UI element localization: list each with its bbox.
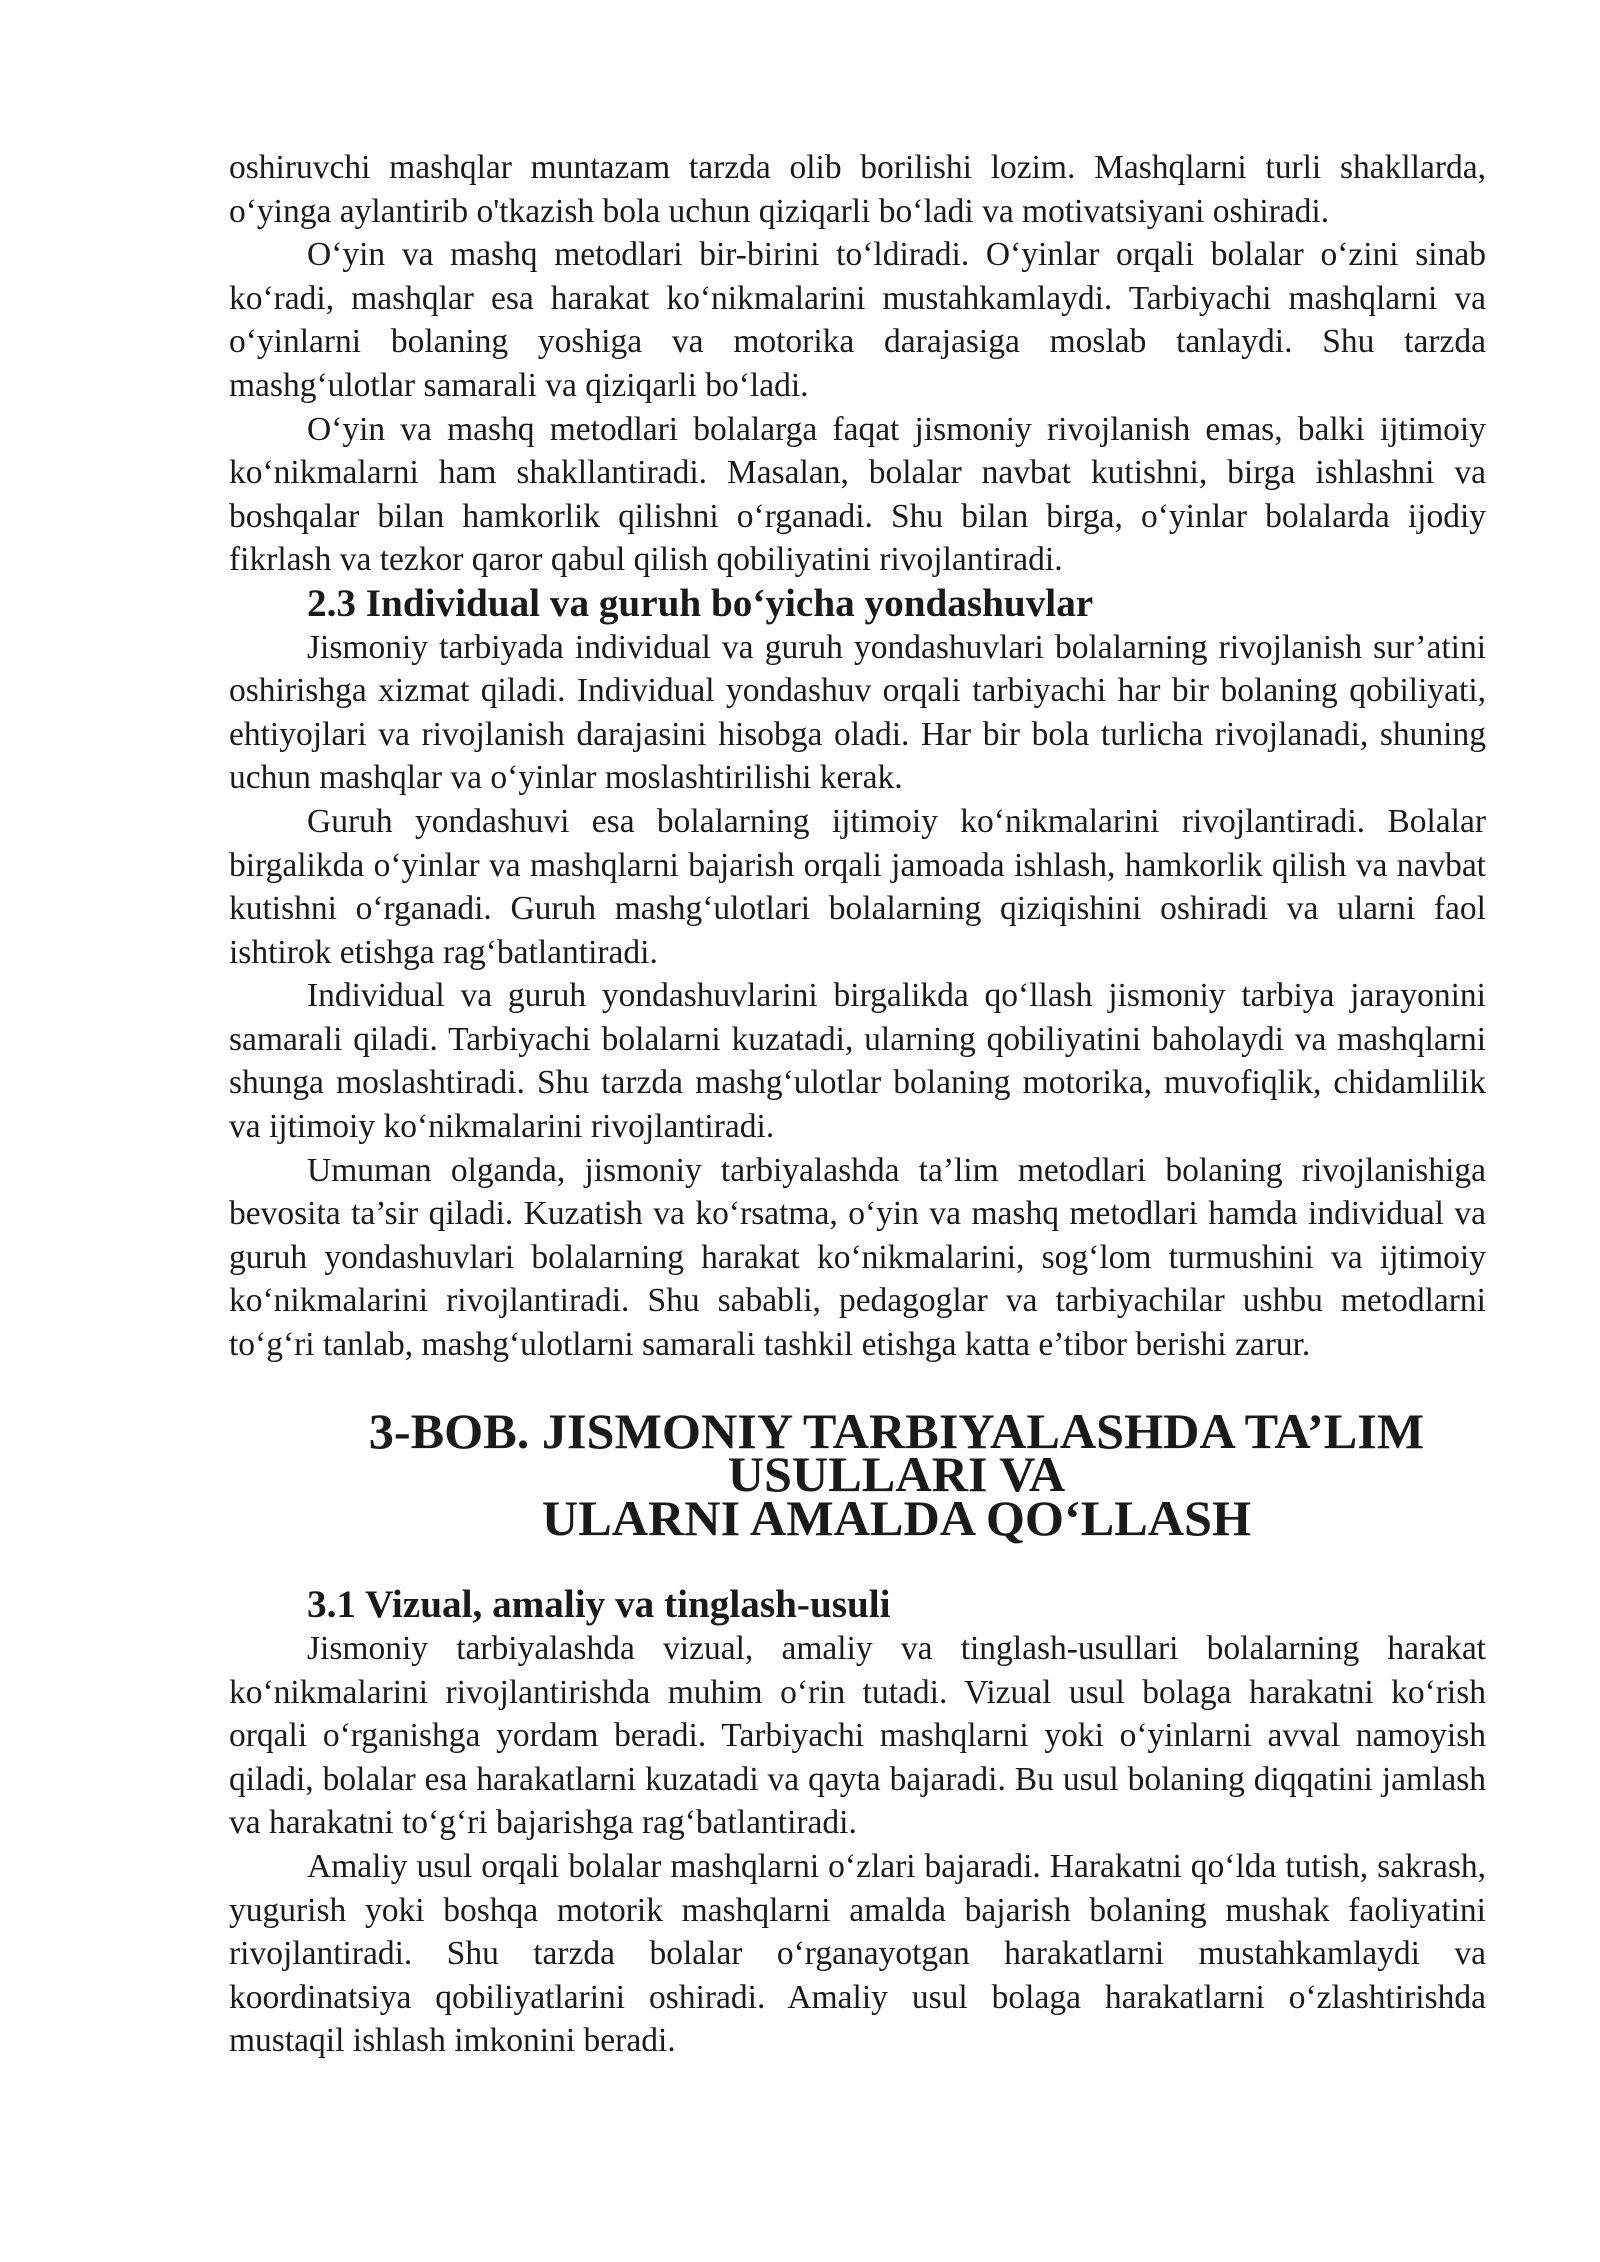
section-heading-2-3: 2.3 Individual va guruh bo‘yicha yondashuvlar xyxy=(307,581,1094,625)
chapter-title-line-1: 3-BOB. JISMONIY TARBIYALASHDA TA’LIM USULLARI VA xyxy=(368,1402,1425,1503)
paragraph-continuation: oshiruvchi mashqlar muntazam tarzda olib borilishi lozim. Mashqlarni turli shakllarda, o‘yinga aylantirib o'tkazish bola uchun qiziqarli bo‘ladi va motivatsiyani oshiradi. xyxy=(229,149,1486,230)
paragraph-individual-approach: Jismoniy tarbiyada individual va guruh yondashuvlari bolalarning rivojlanish sur’atini oshirishga xizmat qiladi. Individual yondashuv orqali tarbiyachi har bir bolaning qobiliyati, ehtiyojlari va rivojlanish darajasini hisobga oladi. Har bir bola turlicha rivojlanadi, shuning uchun mashqlar va o‘yinlar moslashtirilishi kerak. xyxy=(229,628,1486,797)
document-page xyxy=(229,146,1486,2063)
paragraph-visual-method: Jismoniy tarbiyalashda vizual, amaliy va tinglash-usullari bolalarning harakat ko‘nikmalarini rivojlantirishda muhim o‘rin tutadi. Vizual usul bolaga harakatni ko‘rish orqali o‘rganishga yordam beradi. Tarbiyachi mashqlarni yoki o‘yinlarni avval namoyish qiladi, bolalar esa harakatlarni kuzatadi va qayta bajaradi. Bu usul bolaning diqqatini jamlash va harakatni to‘g‘ri bajarishga rag‘batlantiradi. xyxy=(229,1630,1486,1842)
paragraph-combined-approach: Individual va guruh yondashuvlarini birgalikda qo‘llash jismoniy tarbiya jarayonini samarali qiladi. Tarbiyachi bolalarni kuzatadi, ularning qobiliyatini baholaydi va mashqlarni shunga moslashtiradi. Shu tarzda mashg‘ulotlar bolaning motorika, muvofiqlik, chidamlilik va ijtimoiy ko‘nikmalarini rivojlantiradi. xyxy=(229,977,1486,1146)
paragraph-social-skills: O‘yin va mashq metodlari bolalarga faqat jismoniy rivojlanish emas, balki ijtimoiy ko‘nikmalarni ham shakllantiradi. Masalan, bolalar navbat kutishni, birga ishlashni va boshqalar bilan hamkorlik qilishni o‘rganadi. Shu bilan birga, o‘yinlar bolalarda ijodiy fikrlash va tezkor qaror qabul qilish qobiliyatini rivojlantiradi. xyxy=(229,410,1486,579)
paragraph-summary: Umuman olganda, jismoniy tarbiyalashda ta’lim metodlari bolaning rivojlanishiga bevosita ta’sir qiladi. Kuzatish va ko‘rsatma, o‘yin va mashq metodlari hamda individual va guruh yondashuvlari bolalarning harakat ko‘nikmalarini, sog‘lom turmushini va ijtimoiy ko‘nikmalarini rivojlantiradi. Shu sababli, pedagoglar va tarbiyachilar ushbu metodlarni to‘g‘ri tanlab, mashg‘ulotlarni samarali tashkil etishga katta e’tibor berishi zarur. xyxy=(229,1151,1486,1364)
section-heading-3-1: 3.1 Vizual, amaliy va tinglash-usuli xyxy=(307,1583,891,1627)
paragraph-group-approach: Guruh yondashuvi esa bolalarning ijtimoiy ko‘nikmalarini rivojlantiradi. Bolalar birgalikda o‘yinlar va mashqlarni bajarish orqali jamoada ishlash, hamkorlik qilish va navbat kutishni o‘rganadi. Guruh mashg‘ulotlari bolalarning qiziqishini oshiradi va ularni faol ishtirok etishga rag‘batlantiradi. xyxy=(229,802,1486,971)
chapter-title-line-2: ULARNI AMALDA QO‘LLASH xyxy=(541,1489,1252,1546)
chapter-title xyxy=(229,1402,1486,1546)
paragraph-practical-method: Amaliy usul orqali bolalar mashqlarni o‘zlari bajaradi. Harakatni qo‘lda tutish, sakrash, yugurish yoki boshqa motorik mashqlarni amalda bajarish bolaning mushak faoliyatini rivojlantiradi. Shu tarzda bolalar o‘rganayotgan harakatlarni mustahkamlaydi va koordinatsiya qobiliyatlarini oshiradi. Amaliy usul bolaga harakatlarni o‘zlashtirishda mustaqil ishlash imkonini beradi. xyxy=(229,1847,1486,2060)
paragraph-game-exercise-complement: O‘yin va mashq metodlari bir-birini to‘ldiradi. O‘yinlar orqali bolalar o‘zini sinab ko‘radi, mashqlar esa harakat ko‘nikmalarini mustahkamlaydi. Tarbiyachi mashqlarni va o‘yinlarni bolaning yoshiga va motorika darajasiga moslab tanlaydi. Shu tarzda mashg‘ulotlar samarali va qiziqarli bo‘ladi. xyxy=(229,236,1486,404)
